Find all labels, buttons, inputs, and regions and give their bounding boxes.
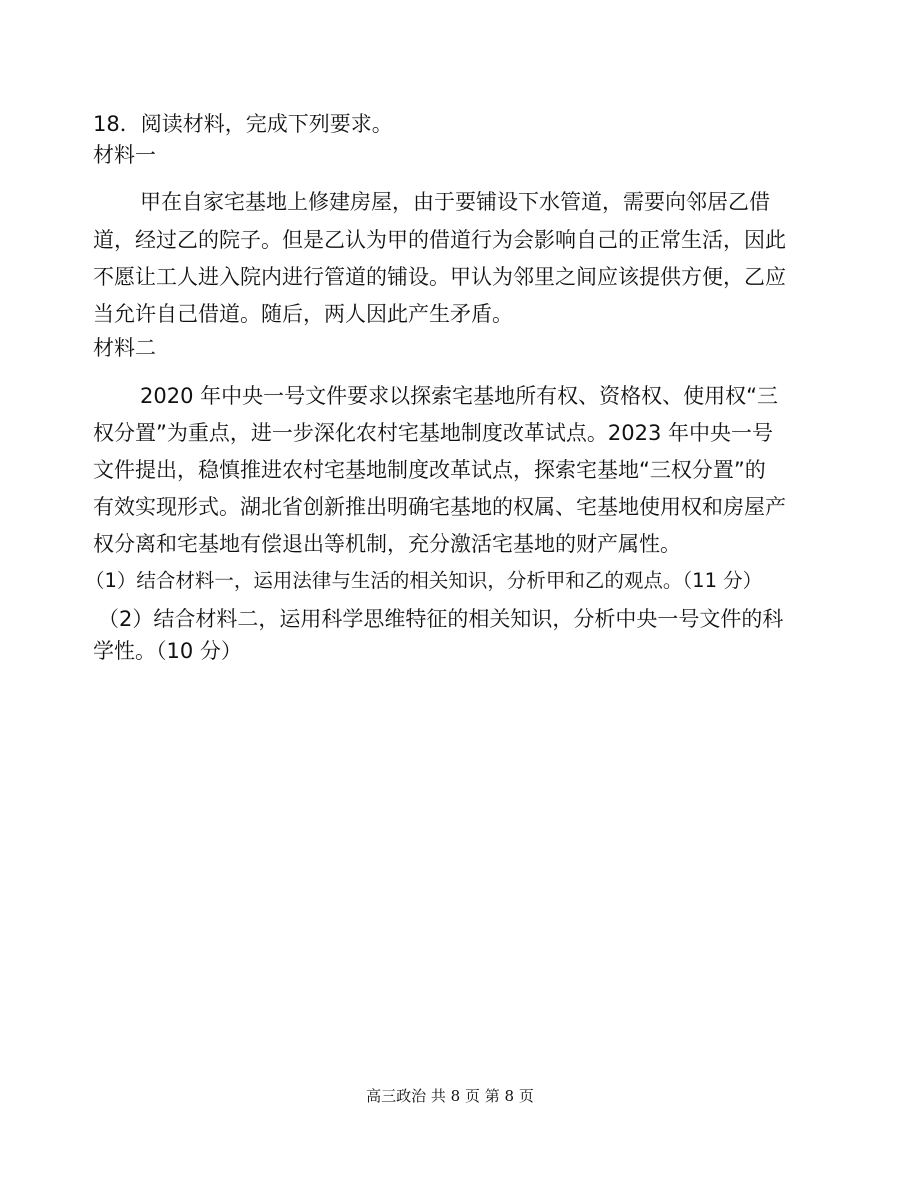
question-title: 18．阅读材料，完成下列要求。 bbox=[93, 112, 393, 136]
material2-label: 材料二 bbox=[93, 336, 156, 360]
material1-line: 甲在自家宅基地上修建房屋，由于要铺设下水管道，需要向邻居乙借 bbox=[140, 190, 770, 214]
material2-line: 文件提出，稳慎推进农村宅基地制度改革试点，探索宅基地“三权分置”的 bbox=[93, 458, 766, 482]
material2-line: 权分离和宅基地有偿退出等机制，充分激活宅基地的财产属性。 bbox=[93, 532, 681, 556]
page-footer: 高三政治 共 8 页 第 8 页 bbox=[366, 1087, 534, 1105]
sub-question-line: （2）结合材料二，运用科学思维特征的相关知识，分析中央一号文件的科 bbox=[98, 607, 784, 631]
material2-line: 权分置”为重点，进一步深化农村宅基地制度改革试点。2023 年中央一号 bbox=[93, 421, 773, 445]
sub-question-line: （1）结合材料一，运用法律与生活的相关知识，分析甲和乙的观点。（11 分） bbox=[85, 569, 763, 592]
sub-question-line: 学性。（10 分） bbox=[93, 639, 242, 663]
material2-line: 2020 年中央一号文件要求以探索宅基地所有权、资格权、使用权“三 bbox=[140, 384, 778, 408]
material1-line: 道，经过乙的院子。但是乙认为甲的借道行为会影响自己的正常生活，因此 bbox=[93, 228, 786, 252]
material1-line: 不愿让工人进入院内进行管道的铺设。甲认为邻里之间应该提供方便，乙应 bbox=[93, 265, 786, 289]
material1-label: 材料一 bbox=[93, 143, 156, 167]
material2-line: 有效实现形式。湖北省创新推出明确宅基地的权属、宅基地使用权和房屋产 bbox=[93, 495, 786, 519]
material1-line: 当允许自己借道。随后，两人因此产生矛盾。 bbox=[93, 302, 513, 326]
